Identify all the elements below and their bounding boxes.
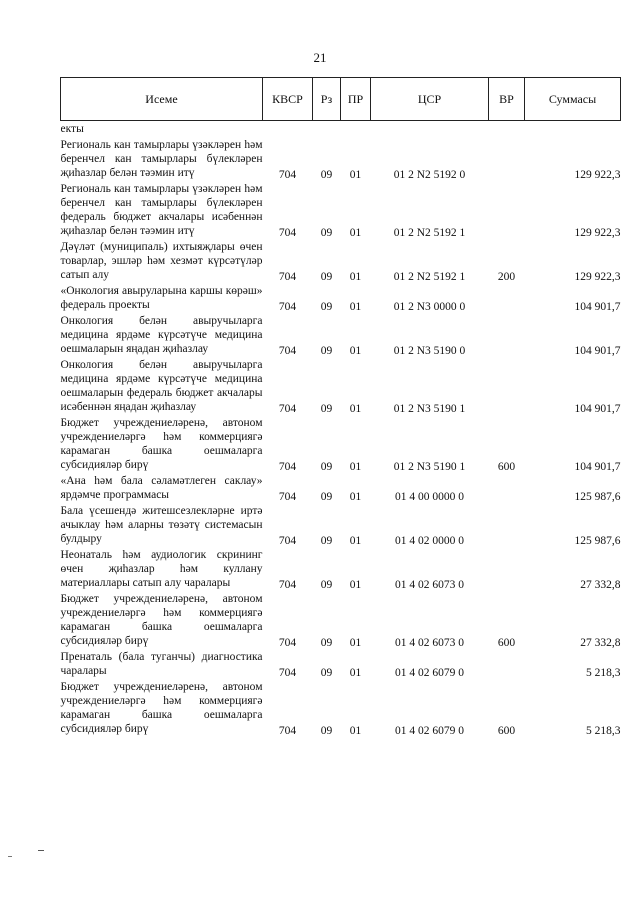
header-rz: Рз [313, 78, 341, 121]
cell-pr: 01 [349, 637, 362, 649]
cell-rz: 09 [320, 227, 333, 239]
cell-csr [371, 121, 489, 138]
cell-vr: 600 [497, 725, 516, 737]
cell-pr: 01 [349, 227, 362, 239]
cell-pr: 01 [349, 535, 362, 547]
cell-sum: 129 922,3 [574, 169, 621, 181]
cell-pr: 01 [349, 579, 362, 591]
cell-kvsr: 704 [278, 169, 297, 181]
cell-sum: 27 332,8 [580, 579, 621, 591]
cell-sum: 104 901,7 [574, 345, 621, 357]
table-row [61, 357, 621, 415]
table-row [61, 121, 621, 138]
cell-sum: 104 901,7 [574, 461, 621, 473]
cell-csr: 01 2 N2 5192 1 [393, 271, 466, 283]
cell-sum: 125 987,6 [574, 535, 621, 547]
cell-rz: 09 [320, 271, 333, 283]
cell-vr: 600 [497, 461, 516, 473]
cell-name: «Онкология авыруларына каршы көрәш» федераль проекты [60, 285, 263, 311]
cell-name: Онкология белән авыручыларга медицина ярдәме күрсәтүче медицина оешмаларын яңадан җиһазлау [60, 315, 263, 355]
page-number: 21 [313, 50, 327, 65]
table-row [61, 591, 621, 649]
scan-mark [8, 856, 12, 857]
cell-sum: 125 987,6 [574, 491, 621, 503]
cell-kvsr: 704 [278, 301, 297, 313]
cell-pr: 01 [349, 667, 362, 679]
header-vr: ВР [489, 78, 525, 121]
table-row [61, 473, 621, 503]
cell-vr [489, 313, 525, 357]
cell-rz: 09 [320, 535, 333, 547]
cell-kvsr: 704 [278, 227, 297, 239]
cell-pr: 01 [349, 461, 362, 473]
cell-name: Неонаталь һәм аудиологик скрининг өчен җиһазлар һәм куллану материаллары сатып алу чаралары [60, 549, 263, 589]
cell-kvsr: 704 [278, 271, 297, 283]
table-row [61, 649, 621, 679]
cell-kvsr: 704 [278, 491, 297, 503]
cell-kvsr: 704 [278, 345, 297, 357]
cell-csr: 01 4 02 6073 0 [395, 579, 464, 591]
cell-csr: 01 2 N2 5192 1 [393, 227, 466, 239]
budget-table [60, 77, 621, 737]
cell-vr: 600 [497, 637, 516, 649]
header-name: Исеме [61, 78, 263, 121]
cell-sum: 27 332,8 [580, 637, 621, 649]
cell-csr: 01 2 N3 0000 0 [393, 301, 466, 313]
cell-rz: 09 [320, 301, 333, 313]
cell-pr: 01 [349, 301, 362, 313]
cell-name: Пренаталь (бала туганчы) диагностика чаралары [60, 651, 263, 677]
header-kvsr: КВСР [263, 78, 313, 121]
cell-sum: 129 922,3 [574, 271, 621, 283]
table-row [61, 313, 621, 357]
cell-vr [489, 181, 525, 239]
cell-vr [489, 547, 525, 591]
cell-pr: 01 [349, 491, 362, 503]
cell-kvsr [263, 121, 313, 138]
cell-csr: 01 4 02 6079 0 [395, 725, 464, 737]
cell-kvsr: 704 [278, 637, 297, 649]
header-pr: ПР [341, 78, 371, 121]
cell-name: екты [60, 123, 84, 135]
cell-csr: 01 4 02 6073 0 [395, 637, 464, 649]
cell-kvsr: 704 [278, 667, 297, 679]
cell-name: «Ана һәм бала сәламәтлеген саклау» ярдәмче программасы [60, 475, 263, 501]
table-row [61, 239, 621, 283]
cell-sum: 104 901,7 [574, 403, 621, 415]
cell-name: Бюджет учреждениеләренә, автоном учреждениеләргә һәм коммерциягә карамаган башка оешмаларга субсидияләр бирү [60, 417, 263, 471]
cell-csr: 01 4 00 0000 0 [395, 491, 464, 503]
table-row [61, 137, 621, 181]
cell-rz: 09 [320, 725, 333, 737]
cell-name: Бюджет учреждениеләренә, автоном учреждениеләргә һәм коммерциягә карамаган башка оешмаларга субсидияләр бирү [60, 681, 263, 735]
cell-kvsr: 704 [278, 579, 297, 591]
cell-name: Региональ кан тамырлары үзәкләрен һәм беренчел кан тамырлары бүлекләрен җиһазлар белән тәэмин итү [60, 139, 263, 179]
cell-vr [489, 649, 525, 679]
cell-vr [489, 473, 525, 503]
cell-vr [489, 357, 525, 415]
cell-csr: 01 2 N3 5190 0 [393, 345, 466, 357]
cell-sum: 5 218,3 [586, 667, 621, 679]
cell-rz: 09 [320, 637, 333, 649]
cell-name: Бюджет учреждениеләренә, автоном учреждениеләргә һәм коммерциягә карамаган башка оешмаларга субсидияләр бирү [60, 593, 263, 647]
scan-mark [38, 850, 44, 851]
cell-rz: 09 [320, 667, 333, 679]
cell-vr [489, 121, 525, 138]
cell-csr: 01 4 02 6079 0 [395, 667, 464, 679]
header-row [61, 78, 621, 121]
cell-pr: 01 [349, 403, 362, 415]
cell-pr: 01 [349, 271, 362, 283]
cell-csr: 01 2 N3 5190 1 [393, 403, 466, 415]
cell-rz: 09 [320, 491, 333, 503]
table-row [61, 503, 621, 547]
cell-kvsr: 704 [278, 535, 297, 547]
cell-name: Бала үсешендә житешсезлекләрне иртә ачыклау һәм аларны төзәтү системасын булдыру [60, 505, 263, 545]
cell-rz: 09 [320, 169, 333, 181]
cell-rz: 09 [320, 579, 333, 591]
cell-rz: 09 [320, 461, 333, 473]
cell-sum: 104 901,7 [574, 301, 621, 313]
cell-pr: 01 [349, 725, 362, 737]
cell-pr: 01 [349, 345, 362, 357]
table-row [61, 181, 621, 239]
cell-kvsr: 704 [278, 461, 297, 473]
cell-csr: 01 2 N3 5190 1 [393, 461, 466, 473]
table-row [61, 679, 621, 737]
cell-kvsr: 704 [278, 725, 297, 737]
cell-name: Онкология белән авыручыларга медицина ярдәме күрсәтүче медицина оешмаларын федераль бюджет акчалары исәбеннән яңадан җиһазлау [60, 359, 263, 413]
cell-sum [525, 121, 621, 138]
cell-name: Дәүләт (муниципаль) ихтыяҗлары өчен товарлар, эшләр һәм хезмәт күрсәтүләр сатып алу [60, 241, 263, 281]
cell-vr [489, 503, 525, 547]
cell-kvsr: 704 [278, 403, 297, 415]
table-row [61, 415, 621, 473]
table-row [61, 283, 621, 313]
cell-vr [489, 137, 525, 181]
cell-vr: 200 [497, 271, 516, 283]
cell-sum: 129 922,3 [574, 227, 621, 239]
cell-sum: 5 218,3 [586, 725, 621, 737]
cell-vr [489, 283, 525, 313]
header-csr: ЦСР [371, 78, 489, 121]
cell-pr: 01 [349, 169, 362, 181]
table-row [61, 547, 621, 591]
cell-csr: 01 4 02 0000 0 [395, 535, 464, 547]
cell-rz [313, 121, 341, 138]
cell-name: Региональ кан тамырлары үзәкләрен һәм беренчел кан тамырлары бүлекләрен федераль бюджет акчалары исәбеннән җиһазлар белән тәэмин итү [60, 183, 263, 237]
header-sum: Суммасы [525, 78, 621, 121]
cell-csr: 01 2 N2 5192 0 [393, 169, 466, 181]
cell-rz: 09 [320, 403, 333, 415]
cell-pr [341, 121, 371, 138]
cell-rz: 09 [320, 345, 333, 357]
